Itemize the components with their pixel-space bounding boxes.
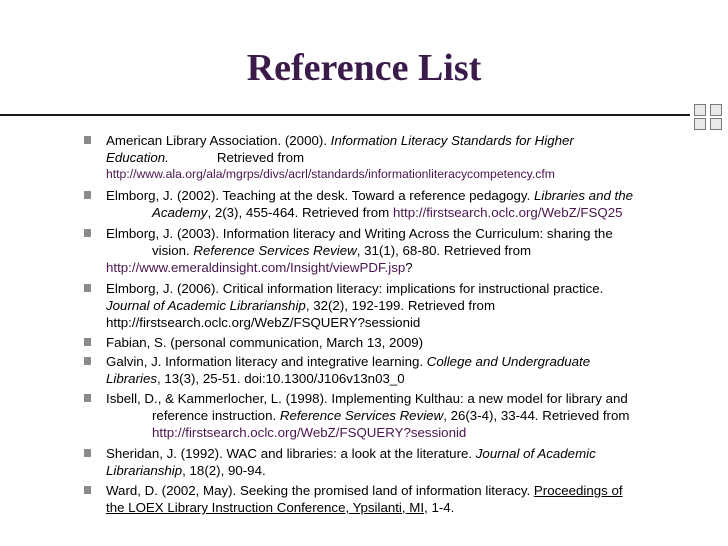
bullet-icon [84,136,91,144]
reference-text: Elmborg, J. (2002). Teaching at the desk. Toward a reference pedagogy. [106,188,534,203]
reference-source: Information Literacy Standards for Higher [330,133,574,148]
reference-source: Proceedings of [533,483,623,498]
reference-text: http://firstsearch.oclc.org/WebZ/FSQUERY?sessionid [106,315,421,330]
reference-text: , 1-4. [424,500,455,515]
bullet-icon [84,486,91,494]
reference-text: Fabian, S. (personal communication, March 13, 2009) [106,335,424,350]
reference-text: Retrieved from [216,150,305,165]
reference-text: , 13(3), 25-51. doi:10.1300/J106v13n03_0 [157,371,405,386]
reference-link[interactable]: http://www.emeraldinsight.com/Insight/viewPDF.jsp [106,260,406,275]
reference-text: Elmborg, J. (2006). Critical information literacy: implications for instructional practice. [106,281,604,296]
reference-source: Education. [106,150,169,165]
reference-item [106,280,696,331]
reference-text: Isbell, D., & Kammerlocher, L. (1998). Implementing Kulthau: a new model for library and [106,391,628,406]
reference-source: the LOEX Library Instruction Conference, Ypsilanti, MI [106,500,425,515]
reference-source: College and Undergraduate [426,354,591,369]
reference-source: Academy [152,205,208,220]
reference-item [106,482,696,516]
reference-source: Libraries [106,371,157,386]
reference-text: Ward, D. (2002, May). Seeking the promised land of information literacy. [106,483,534,498]
reference-item [106,390,696,441]
bullet-icon [84,449,91,457]
reference-source: Journal of Academic Librarianship [106,298,306,313]
reference-text: Sheridan, J. (1992). WAC and libraries: a look at the literature. [106,446,476,461]
reference-item [106,353,696,387]
reference-text: Galvin, J. Information literacy and integrative learning. [106,354,427,369]
reference-source: Reference Services Review [193,243,357,258]
page-title: Reference List [246,47,482,89]
square-icon [694,118,706,130]
reference-text: Elmborg, J. (2003). Information literacy and Writing Across the Curriculum: sharing the [106,226,613,241]
reference-text: , 18(2), 90-94. [182,463,266,478]
reference-source: Journal of Academic [475,446,596,461]
reference-link[interactable]: http://www.ala.org/ala/mgrps/divs/acrl/standards/informationliteracycompetency.cfm [106,167,555,181]
reference-item [106,132,696,183]
bullet-icon [84,338,91,346]
bullet-icon [84,357,91,365]
reference-item [106,187,696,221]
bullet-icon [84,394,91,402]
reference-item [106,334,696,351]
reference-item [106,445,696,479]
reference-text: , 26(3-4), 33-44. Retrieved from [443,408,630,423]
reference-item [106,225,696,276]
reference-text: , 32(2), 192-199. Retrieved from [305,298,496,313]
bullet-icon [84,191,91,199]
reference-text: reference instruction. [152,408,280,423]
reference-source: Librarianship [106,463,183,478]
reference-source: Reference Services Review [279,408,444,423]
reference-text: , 2(3), 455-464. Retrieved from [207,205,393,220]
square-icon [710,104,722,116]
reference-link[interactable]: http://firstsearch.oclc.org/WebZ/FSQUERY?sessionid [152,425,467,440]
bullet-icon [84,229,91,237]
title-divider [0,114,690,116]
reference-text: vision. [152,243,194,258]
bullet-icon [84,284,91,292]
reference-text: American Library Association. (2000). [106,133,331,148]
square-icon [694,104,706,116]
reference-text: , 31(1), 68-80. Retrieved from [356,243,532,258]
square-icon [710,118,722,130]
reference-link[interactable]: http://firstsearch.oclc.org/WebZ/FSQ25 [392,205,623,220]
reference-text: ? [405,260,413,275]
reference-source: Libraries and the [533,188,634,203]
